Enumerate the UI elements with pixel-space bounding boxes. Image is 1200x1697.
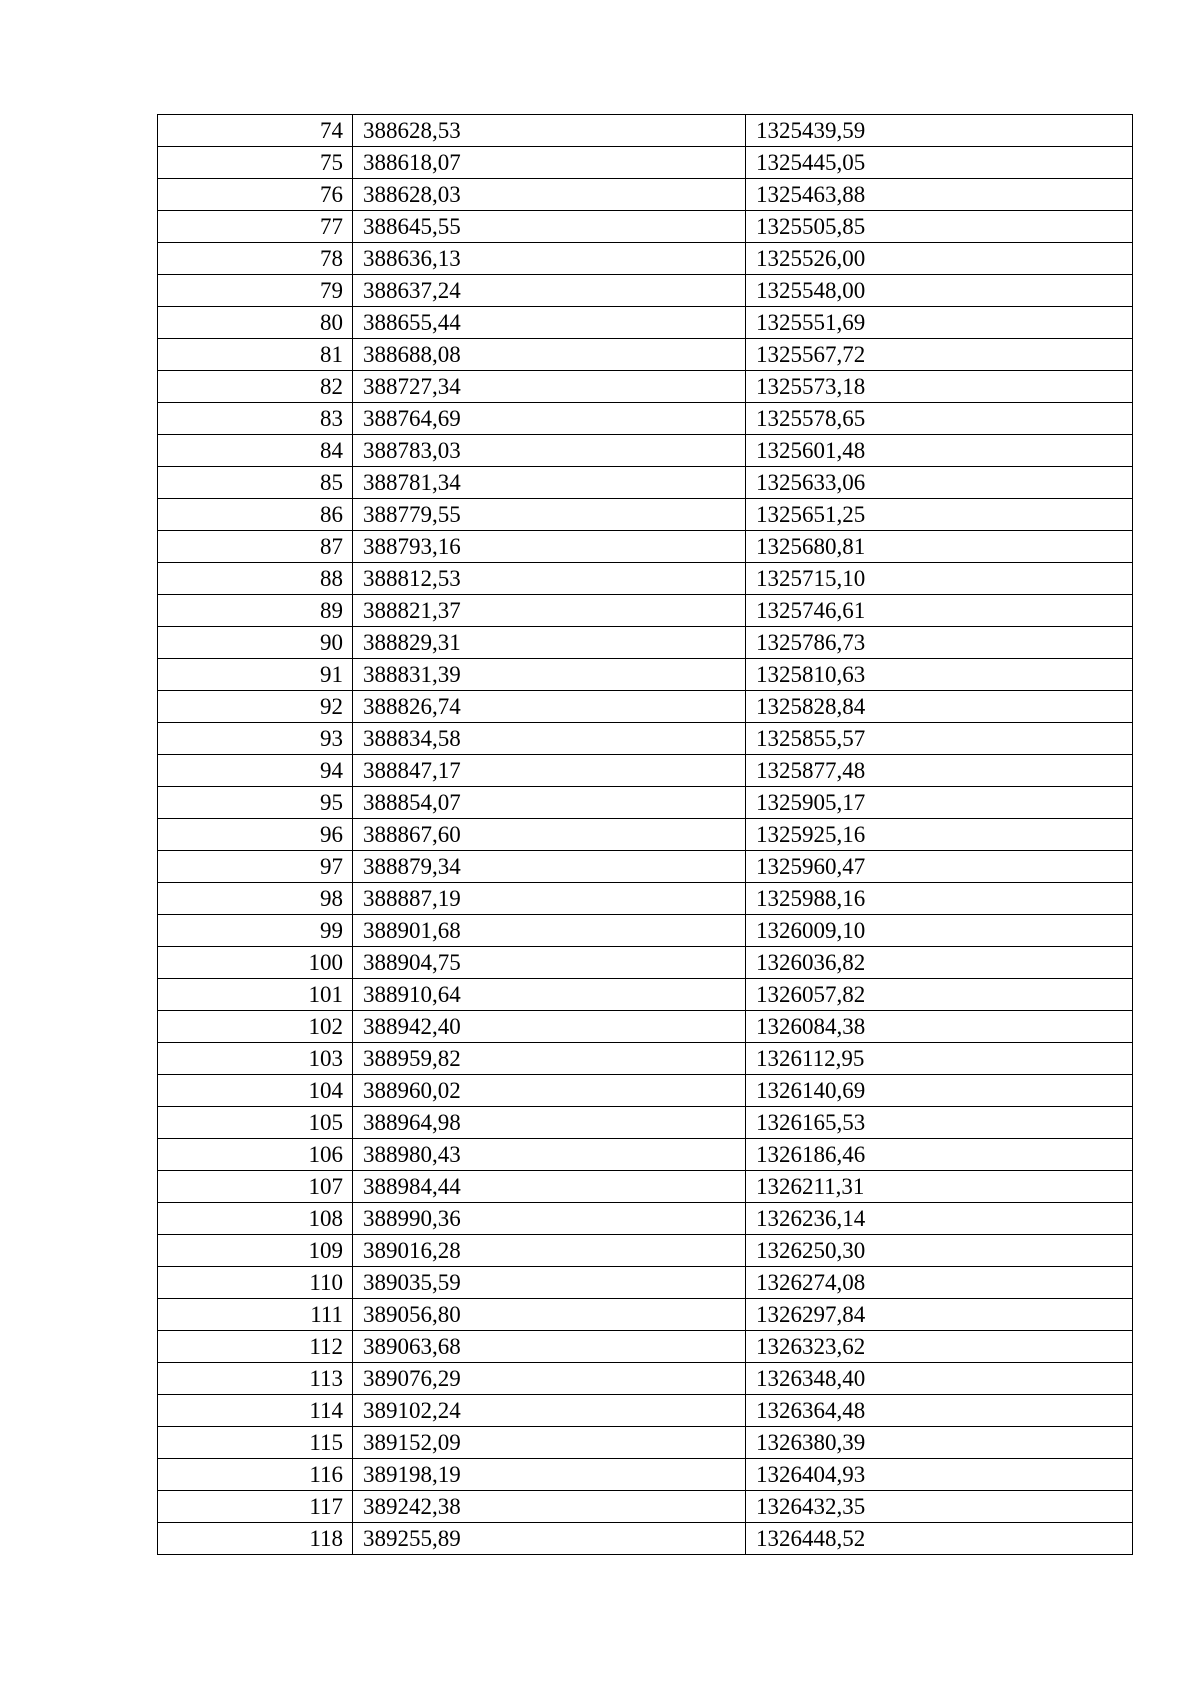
x-coordinate-cell: 388904,75 <box>353 947 746 979</box>
point-number-cell: 118 <box>158 1523 353 1555</box>
x-coordinate-cell: 388821,37 <box>353 595 746 627</box>
point-number-cell: 103 <box>158 1043 353 1075</box>
point-number-cell: 117 <box>158 1491 353 1523</box>
table-row <box>158 1139 1133 1171</box>
table-row <box>158 563 1133 595</box>
point-number-cell: 81 <box>158 339 353 371</box>
x-coordinate-cell: 389063,68 <box>353 1331 746 1363</box>
table-row <box>158 115 1133 147</box>
point-number-cell: 98 <box>158 883 353 915</box>
point-number-cell: 75 <box>158 147 353 179</box>
y-coordinate-cell: 1326250,30 <box>746 1235 1133 1267</box>
y-coordinate-cell: 1325925,16 <box>746 819 1133 851</box>
y-coordinate-cell: 1326448,52 <box>746 1523 1133 1555</box>
point-number-cell: 94 <box>158 755 353 787</box>
table-row <box>158 1395 1133 1427</box>
y-coordinate-cell: 1326057,82 <box>746 979 1133 1011</box>
x-coordinate-cell: 388812,53 <box>353 563 746 595</box>
y-coordinate-cell: 1326380,39 <box>746 1427 1133 1459</box>
y-coordinate-cell: 1325601,48 <box>746 435 1133 467</box>
point-number-cell: 114 <box>158 1395 353 1427</box>
y-coordinate-cell: 1326165,53 <box>746 1107 1133 1139</box>
point-number-cell: 116 <box>158 1459 353 1491</box>
x-coordinate-cell: 388990,36 <box>353 1203 746 1235</box>
y-coordinate-cell: 1325505,85 <box>746 211 1133 243</box>
point-number-cell: 108 <box>158 1203 353 1235</box>
y-coordinate-cell: 1325828,84 <box>746 691 1133 723</box>
y-coordinate-cell: 1325463,88 <box>746 179 1133 211</box>
y-coordinate-cell: 1326112,95 <box>746 1043 1133 1075</box>
x-coordinate-cell: 388826,74 <box>353 691 746 723</box>
x-coordinate-cell: 389076,29 <box>353 1363 746 1395</box>
point-number-cell: 99 <box>158 915 353 947</box>
point-number-cell: 92 <box>158 691 353 723</box>
point-number-cell: 111 <box>158 1299 353 1331</box>
y-coordinate-cell: 1325439,59 <box>746 115 1133 147</box>
y-coordinate-cell: 1325988,16 <box>746 883 1133 915</box>
x-coordinate-cell: 388764,69 <box>353 403 746 435</box>
table-row <box>158 1491 1133 1523</box>
y-coordinate-cell: 1325746,61 <box>746 595 1133 627</box>
point-number-cell: 112 <box>158 1331 353 1363</box>
x-coordinate-cell: 388959,82 <box>353 1043 746 1075</box>
table-row <box>158 1107 1133 1139</box>
y-coordinate-cell: 1326140,69 <box>746 1075 1133 1107</box>
x-coordinate-cell: 389016,28 <box>353 1235 746 1267</box>
x-coordinate-cell: 389152,09 <box>353 1427 746 1459</box>
point-number-cell: 83 <box>158 403 353 435</box>
point-number-cell: 93 <box>158 723 353 755</box>
table-row <box>158 691 1133 723</box>
table-row <box>158 403 1133 435</box>
y-coordinate-cell: 1325567,72 <box>746 339 1133 371</box>
x-coordinate-cell: 388727,34 <box>353 371 746 403</box>
x-coordinate-cell: 388980,43 <box>353 1139 746 1171</box>
x-coordinate-cell: 388879,34 <box>353 851 746 883</box>
point-number-cell: 100 <box>158 947 353 979</box>
y-coordinate-cell: 1326323,62 <box>746 1331 1133 1363</box>
point-number-cell: 91 <box>158 659 353 691</box>
point-number-cell: 113 <box>158 1363 353 1395</box>
x-coordinate-cell: 388781,34 <box>353 467 746 499</box>
table-row <box>158 627 1133 659</box>
table-row <box>158 339 1133 371</box>
y-coordinate-cell: 1326297,84 <box>746 1299 1133 1331</box>
point-number-cell: 115 <box>158 1427 353 1459</box>
table-row <box>158 947 1133 979</box>
point-number-cell: 97 <box>158 851 353 883</box>
x-coordinate-cell: 388645,55 <box>353 211 746 243</box>
table-row <box>158 531 1133 563</box>
y-coordinate-cell: 1325855,57 <box>746 723 1133 755</box>
x-coordinate-cell: 388779,55 <box>353 499 746 531</box>
table-row <box>158 1427 1133 1459</box>
y-coordinate-cell: 1326236,14 <box>746 1203 1133 1235</box>
y-coordinate-cell: 1326348,40 <box>746 1363 1133 1395</box>
table-row <box>158 243 1133 275</box>
point-number-cell: 79 <box>158 275 353 307</box>
x-coordinate-cell: 388831,39 <box>353 659 746 691</box>
x-coordinate-cell: 388847,17 <box>353 755 746 787</box>
x-coordinate-cell: 388637,24 <box>353 275 746 307</box>
x-coordinate-cell: 389035,59 <box>353 1267 746 1299</box>
table-row <box>158 1363 1133 1395</box>
table-row <box>158 819 1133 851</box>
point-number-cell: 107 <box>158 1171 353 1203</box>
y-coordinate-cell: 1325877,48 <box>746 755 1133 787</box>
table-row <box>158 179 1133 211</box>
table-row <box>158 211 1133 243</box>
point-number-cell: 78 <box>158 243 353 275</box>
table-row <box>158 1171 1133 1203</box>
x-coordinate-cell: 388910,64 <box>353 979 746 1011</box>
table-row <box>158 723 1133 755</box>
x-coordinate-cell: 388783,03 <box>353 435 746 467</box>
table-row <box>158 1299 1133 1331</box>
y-coordinate-cell: 1325680,81 <box>746 531 1133 563</box>
point-number-cell: 95 <box>158 787 353 819</box>
y-coordinate-cell: 1326009,10 <box>746 915 1133 947</box>
table-row <box>158 787 1133 819</box>
x-coordinate-cell: 389102,24 <box>353 1395 746 1427</box>
table-row <box>158 467 1133 499</box>
y-coordinate-cell: 1325905,17 <box>746 787 1133 819</box>
point-number-cell: 101 <box>158 979 353 1011</box>
x-coordinate-cell: 388628,03 <box>353 179 746 211</box>
point-number-cell: 104 <box>158 1075 353 1107</box>
x-coordinate-cell: 388628,53 <box>353 115 746 147</box>
x-coordinate-cell: 388618,07 <box>353 147 746 179</box>
table-row <box>158 883 1133 915</box>
table-row <box>158 1011 1133 1043</box>
table-row <box>158 1331 1133 1363</box>
point-number-cell: 80 <box>158 307 353 339</box>
y-coordinate-cell: 1325526,00 <box>746 243 1133 275</box>
y-coordinate-cell: 1326186,46 <box>746 1139 1133 1171</box>
x-coordinate-cell: 388834,58 <box>353 723 746 755</box>
x-coordinate-cell: 388901,68 <box>353 915 746 947</box>
x-coordinate-cell: 388829,31 <box>353 627 746 659</box>
x-coordinate-cell: 388688,08 <box>353 339 746 371</box>
table-row <box>158 307 1133 339</box>
x-coordinate-cell: 388960,02 <box>353 1075 746 1107</box>
point-number-cell: 85 <box>158 467 353 499</box>
x-coordinate-cell: 389255,89 <box>353 1523 746 1555</box>
table-row <box>158 1235 1133 1267</box>
x-coordinate-cell: 388942,40 <box>353 1011 746 1043</box>
y-coordinate-cell: 1326432,35 <box>746 1491 1133 1523</box>
point-number-cell: 106 <box>158 1139 353 1171</box>
x-coordinate-cell: 389242,38 <box>353 1491 746 1523</box>
point-number-cell: 89 <box>158 595 353 627</box>
y-coordinate-cell: 1325551,69 <box>746 307 1133 339</box>
table-row <box>158 1523 1133 1555</box>
coordinates-table <box>157 114 1133 1555</box>
table-row <box>158 1203 1133 1235</box>
x-coordinate-cell: 388867,60 <box>353 819 746 851</box>
y-coordinate-cell: 1325715,10 <box>746 563 1133 595</box>
x-coordinate-cell: 388655,44 <box>353 307 746 339</box>
y-coordinate-cell: 1326036,82 <box>746 947 1133 979</box>
point-number-cell: 87 <box>158 531 353 563</box>
y-coordinate-cell: 1325651,25 <box>746 499 1133 531</box>
y-coordinate-cell: 1325633,06 <box>746 467 1133 499</box>
table-row <box>158 915 1133 947</box>
y-coordinate-cell: 1325578,65 <box>746 403 1133 435</box>
table-row <box>158 1043 1133 1075</box>
point-number-cell: 109 <box>158 1235 353 1267</box>
point-number-cell: 88 <box>158 563 353 595</box>
y-coordinate-cell: 1326404,93 <box>746 1459 1133 1491</box>
y-coordinate-cell: 1325573,18 <box>746 371 1133 403</box>
table-row <box>158 595 1133 627</box>
y-coordinate-cell: 1325810,63 <box>746 659 1133 691</box>
point-number-cell: 110 <box>158 1267 353 1299</box>
x-coordinate-cell: 389198,19 <box>353 1459 746 1491</box>
point-number-cell: 86 <box>158 499 353 531</box>
y-coordinate-cell: 1326274,08 <box>746 1267 1133 1299</box>
y-coordinate-cell: 1325548,00 <box>746 275 1133 307</box>
table-row <box>158 275 1133 307</box>
table-row <box>158 499 1133 531</box>
y-coordinate-cell: 1325445,05 <box>746 147 1133 179</box>
point-number-cell: 84 <box>158 435 353 467</box>
table-row <box>158 1267 1133 1299</box>
table-row <box>158 1459 1133 1491</box>
x-coordinate-cell: 388793,16 <box>353 531 746 563</box>
point-number-cell: 105 <box>158 1107 353 1139</box>
point-number-cell: 96 <box>158 819 353 851</box>
x-coordinate-cell: 388887,19 <box>353 883 746 915</box>
y-coordinate-cell: 1325786,73 <box>746 627 1133 659</box>
table-row <box>158 851 1133 883</box>
y-coordinate-cell: 1326211,31 <box>746 1171 1133 1203</box>
point-number-cell: 90 <box>158 627 353 659</box>
table-row <box>158 1075 1133 1107</box>
table-row <box>158 659 1133 691</box>
y-coordinate-cell: 1326084,38 <box>746 1011 1133 1043</box>
y-coordinate-cell: 1325960,47 <box>746 851 1133 883</box>
x-coordinate-cell: 388984,44 <box>353 1171 746 1203</box>
table-row <box>158 979 1133 1011</box>
point-number-cell: 74 <box>158 115 353 147</box>
table-row <box>158 435 1133 467</box>
y-coordinate-cell: 1326364,48 <box>746 1395 1133 1427</box>
point-number-cell: 77 <box>158 211 353 243</box>
table-row <box>158 147 1133 179</box>
x-coordinate-cell: 388964,98 <box>353 1107 746 1139</box>
point-number-cell: 82 <box>158 371 353 403</box>
table-row <box>158 371 1133 403</box>
x-coordinate-cell: 388854,07 <box>353 787 746 819</box>
table-row <box>158 755 1133 787</box>
x-coordinate-cell: 389056,80 <box>353 1299 746 1331</box>
x-coordinate-cell: 388636,13 <box>353 243 746 275</box>
point-number-cell: 76 <box>158 179 353 211</box>
coordinates-table-body <box>158 115 1133 1555</box>
point-number-cell: 102 <box>158 1011 353 1043</box>
